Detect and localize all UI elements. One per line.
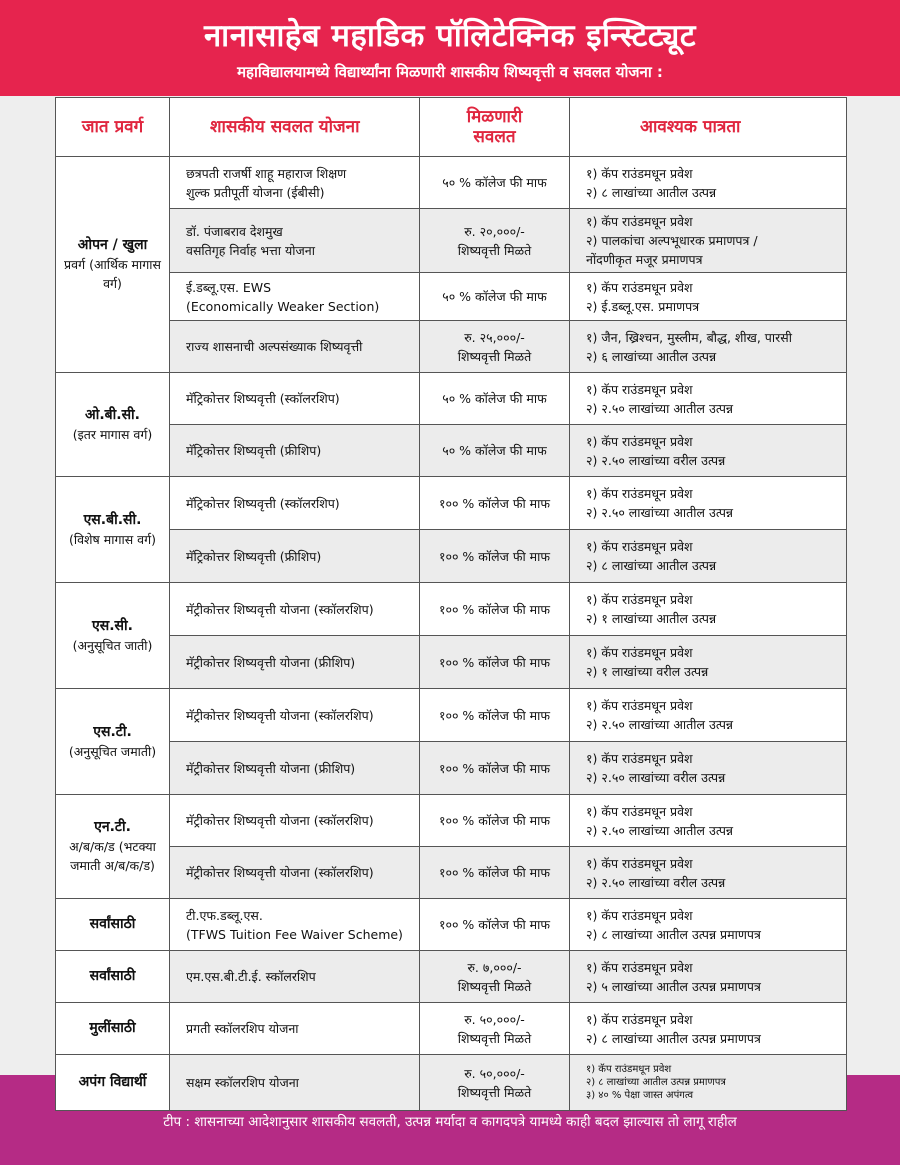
- category-cell: [56, 899, 170, 951]
- eligibility-cell-line: २) २.५० लाखांच्या वरील उत्पन्न: [586, 452, 726, 468]
- benefit-cell: [420, 583, 570, 636]
- category-name: सर्वांसाठी: [89, 916, 136, 932]
- benefit-cell-line: १०० % कॉलेज फी माफ: [438, 813, 551, 828]
- eligibility-cell-line: १) कॅप राउंडमधून प्रवेश: [586, 433, 693, 449]
- category-cell: [56, 1055, 170, 1111]
- eligibility-cell: [570, 157, 847, 209]
- eligibility-cell-line: १) कॅप राउंडमधून प्रवेश: [586, 751, 693, 766]
- benefit-cell: [420, 899, 570, 951]
- category-subtitle: (अनुसूचित जाती): [72, 637, 153, 653]
- category-subtitle: (विशेष मागास वर्ग): [68, 531, 157, 547]
- benefit-cell-line: १०० % कॉलेज फी माफ: [438, 548, 551, 564]
- table-row: [56, 1003, 847, 1055]
- eligibility-cell-line: १) कॅप राउंडमधून प्रवेश: [586, 165, 693, 181]
- scheme-cell-line: मॅट्रीकोत्तर शिष्यवृत्ती योजना (फ्रीशिप): [186, 654, 356, 670]
- page-subtitle: महाविद्यालयामध्ये विद्यार्थ्यांना मिळणारी शासकीय शिष्यवृत्ती व सवलत योजना :: [237, 63, 663, 81]
- table-row: [56, 899, 847, 951]
- scheme-cell: [170, 951, 420, 1003]
- scheme-cell-line: डॉ. पंजाबराव देशमुख: [186, 223, 283, 239]
- category-subtitle: अ/ब/क/ड (भटक्या जमाती अ/ब/क/ड): [69, 839, 156, 873]
- benefit-cell-line: १०० % कॉलेज फी माफ: [438, 495, 551, 511]
- benefit-cell-line: १०० % कॉलेज फी माफ: [438, 865, 551, 880]
- table-row: [56, 273, 847, 321]
- eligibility-cell-line: ३) ४० % पेक्षा जास्त अपंगत्व: [586, 1090, 694, 1101]
- table-row: [56, 742, 847, 795]
- table-row: [56, 425, 847, 477]
- category-subtitle: (अनुसूचित जमाती): [68, 743, 157, 759]
- eligibility-cell: [570, 583, 847, 636]
- eligibility-cell: [570, 795, 847, 847]
- eligibility-cell-line: २) १ लाखांच्या वरील उत्पन्न: [586, 664, 709, 679]
- benefit-cell-line: शिष्यवृत्ती मिळते: [457, 978, 532, 994]
- eligibility-cell-line: २) ८ लाखांच्या आतील उत्पन्न: [586, 558, 717, 573]
- eligibility-cell-line: १) कॅप राउंडमधून प्रवेश: [586, 381, 693, 397]
- eligibility-cell-line: १) कॅप राउंडमधून प्रवेश: [586, 592, 693, 607]
- benefit-cell: [420, 157, 570, 209]
- table-row: [56, 583, 847, 636]
- eligibility-cell-line: २) १ लाखांच्या आतील उत्पन्न: [586, 611, 717, 626]
- category-name: एस.बी.सी.: [83, 511, 142, 528]
- category-name: एस.सी.: [92, 617, 133, 634]
- eligibility-cell-line: २) ८ लाखांच्या आतील उत्पन्न: [586, 184, 717, 200]
- scheme-cell-line: शुल्क प्रतीपूर्ती योजना (ईबीसी): [186, 184, 325, 200]
- scheme-cell-line: टी.एफ.डब्लू.एस.: [186, 907, 263, 923]
- scheme-cell-line: मॅट्रिकोत्तर शिष्यवृत्ती (स्कॉलरशिप): [186, 495, 340, 511]
- eligibility-cell-line: १) कॅप राउंडमधून प्रवेश: [586, 803, 693, 819]
- scheme-cell-line: मॅट्रीकोत्तर शिष्यवृत्ती योजना (फ्रीशिप): [186, 760, 356, 776]
- benefit-cell-line: रु. ५०,०००/-: [464, 1011, 525, 1027]
- eligibility-cell-line: १) कॅप राउंडमधून प्रवेश: [586, 1064, 672, 1075]
- scheme-cell-line: राज्य शासनाची अल्पसंख्याक शिष्यवृत्ती: [186, 339, 363, 354]
- table-row: [56, 951, 847, 1003]
- eligibility-cell: [570, 530, 847, 583]
- scheme-cell: [170, 847, 420, 899]
- category-name: ओपन / खुला: [77, 237, 148, 253]
- scheme-cell-line: मॅट्रीकोत्तर शिष्यवृत्ती योजना (स्कॉलरशिप): [186, 707, 374, 723]
- table-row: [56, 795, 847, 847]
- benefit-cell: [420, 1055, 570, 1111]
- eligibility-cell-line: १) जैन, ख्रिश्चन, मुस्लीम, बौद्ध, शीख, पारसी: [586, 329, 792, 345]
- eligibility-cell-line: २) २.५० लाखांच्या वरील उत्पन्न: [586, 770, 726, 785]
- category-name: ओ.बी.सी.: [85, 406, 140, 423]
- benefit-cell-line: शिष्यवृत्ती मिळते: [457, 1030, 532, 1046]
- eligibility-cell: [570, 209, 847, 273]
- benefit-cell: [420, 373, 570, 425]
- scheme-cell-line: प्रगती स्कॉलरशिप योजना: [186, 1021, 299, 1036]
- benefit-cell: [420, 209, 570, 273]
- benefit-cell-line: ५० % कॉलेज फी माफ: [442, 443, 547, 458]
- eligibility-cell-line: २) २.५० लाखांच्या आतील उत्पन्न: [586, 822, 734, 838]
- benefit-cell-line: १०० % कॉलेज फी माफ: [438, 707, 551, 723]
- scheme-cell: [170, 636, 420, 689]
- eligibility-cell-line: १) कॅप राउंडमधून प्रवेश: [586, 214, 693, 229]
- benefit-cell-line: ५० % कॉलेज फी माफ: [442, 391, 547, 406]
- eligibility-cell-line: १) कॅप राउंडमधून प्रवेश: [586, 486, 693, 501]
- scheme-cell: [170, 899, 420, 951]
- benefit-cell-line: शिष्यवृत्ती मिळते: [457, 1084, 532, 1100]
- table-row: [56, 847, 847, 899]
- eligibility-cell-line: २) ५ लाखांच्या आतील उत्पन्न प्रमाणपत्र: [586, 978, 761, 994]
- scheme-cell-line: मॅट्रिकोत्तर शिष्यवृत्ती (स्कॉलरशिप): [186, 391, 340, 406]
- category-cell: [56, 157, 170, 373]
- scholarship-table: [55, 97, 847, 1111]
- eligibility-cell-line: २) ई.डब्लू.एस. प्रमाणपत्र: [586, 298, 700, 314]
- category-name: एन.टी.: [94, 819, 131, 835]
- category-name: अपंग विद्यार्थी: [78, 1074, 147, 1090]
- scheme-cell: [170, 530, 420, 583]
- eligibility-cell-line: १) कॅप राउंडमधून प्रवेश: [586, 1011, 693, 1027]
- scheme-cell: [170, 1003, 420, 1055]
- benefit-cell: [420, 1003, 570, 1055]
- table-row: [56, 636, 847, 689]
- eligibility-cell-line: २) पालकांचा अल्पभूधारक प्रमाणपत्र /: [586, 233, 758, 248]
- eligibility-cell: [570, 1055, 847, 1111]
- category-cell: [56, 951, 170, 1003]
- scheme-cell: [170, 1055, 420, 1111]
- eligibility-cell: [570, 273, 847, 321]
- scheme-cell-line: (TFWS Tuition Fee Waiver Scheme): [186, 926, 403, 942]
- table-row: [56, 373, 847, 425]
- benefit-cell-line: १०० % कॉलेज फी माफ: [438, 917, 551, 932]
- eligibility-cell: [570, 1003, 847, 1055]
- scheme-cell: [170, 583, 420, 636]
- scheme-cell-line: मॅट्रिकोत्तर शिष्यवृत्ती (फ्रीशिप): [186, 548, 322, 564]
- scheme-cell: [170, 321, 420, 373]
- table-row: [56, 689, 847, 742]
- benefit-cell: [420, 477, 570, 530]
- scheme-cell: [170, 477, 420, 530]
- scheme-cell-line: एम.एस.बी.टी.ई. स्कॉलरशिप: [186, 969, 316, 984]
- scheme-cell-line: ई.डब्लू.एस. EWS: [186, 279, 272, 295]
- benefit-cell-line: ५० % कॉलेज फी माफ: [442, 289, 547, 304]
- eligibility-cell-line: १) कॅप राउंडमधून प्रवेश: [586, 959, 693, 975]
- header-benefit-line1: मिळणारी: [466, 107, 523, 127]
- table-row: [56, 1055, 847, 1111]
- category-subtitle: (इतर मागास वर्ग): [72, 426, 153, 442]
- benefit-cell-line: १०० % कॉलेज फी माफ: [438, 760, 551, 776]
- eligibility-cell-line: १) कॅप राउंडमधून प्रवेश: [586, 279, 693, 295]
- category-cell: [56, 689, 170, 795]
- table-header-row: [56, 98, 847, 157]
- category-name: मुलींसाठी: [89, 1020, 136, 1036]
- header-scheme: शासकीय सवलत योजना: [170, 98, 420, 157]
- eligibility-cell-line: २) २.५० लाखांच्या आतील उत्पन्न: [586, 717, 734, 732]
- scheme-cell: [170, 209, 420, 273]
- benefit-cell: [420, 951, 570, 1003]
- category-cell: [56, 795, 170, 899]
- scheme-cell-line: सक्षम स्कॉलरशिप योजना: [186, 1075, 299, 1090]
- benefit-cell: [420, 530, 570, 583]
- scheme-cell-line: मॅट्रीकोत्तर शिष्यवृत्ती योजना (स्कॉलरशिप): [186, 601, 374, 617]
- table-row: [56, 321, 847, 373]
- eligibility-cell-line: २) २.५० लाखांच्या आतील उत्पन्न: [586, 400, 734, 416]
- eligibility-cell: [570, 425, 847, 477]
- benefit-cell-line: रु. ७,०००/-: [467, 959, 522, 975]
- category-name: सर्वांसाठी: [89, 968, 136, 984]
- eligibility-cell: [570, 373, 847, 425]
- eligibility-cell-line: १) कॅप राउंडमधून प्रवेश: [586, 855, 693, 871]
- benefit-cell-line: १०० % कॉलेज फी माफ: [438, 601, 551, 617]
- benefit-cell: [420, 321, 570, 373]
- eligibility-cell-line: २) ८ लाखांच्या आतील उत्पन्न प्रमाणपत्र: [586, 1030, 761, 1046]
- scheme-cell-line: मॅट्रीकोत्तर शिष्यवृत्ती योजना (स्कॉलरशिप): [186, 813, 374, 828]
- category-subtitle: प्रवर्ग (आर्थिक मागास वर्ग): [64, 257, 161, 291]
- scheme-cell: [170, 373, 420, 425]
- eligibility-cell: [570, 899, 847, 951]
- eligibility-cell-line: २) ८ लाखांच्या आतील उत्पन्न प्रमाणपत्र: [586, 926, 761, 942]
- table-row: [56, 530, 847, 583]
- scheme-cell-line: मॅट्रीकोत्तर शिष्यवृत्ती योजना (स्कॉलरशिप): [186, 865, 374, 880]
- eligibility-cell: [570, 847, 847, 899]
- eligibility-cell-line: नोंदणीकृत मजूर प्रमाणपत्र: [586, 252, 703, 267]
- benefit-cell-line: १०० % कॉलेज फी माफ: [438, 654, 551, 670]
- scheme-cell: [170, 425, 420, 477]
- header-benefit: [420, 98, 570, 157]
- eligibility-cell-line: १) कॅप राउंडमधून प्रवेश: [586, 698, 693, 713]
- category-cell: [56, 1003, 170, 1055]
- table-body: [56, 157, 847, 1111]
- eligibility-cell-line: १) कॅप राउंडमधून प्रवेश: [586, 539, 693, 554]
- scheme-cell-line: मॅट्रिकोत्तर शिष्यवृत्ती (फ्रीशिप): [186, 443, 322, 458]
- page-title: नानासाहेब महाडिक पॉलिटेक्निक इन्स्टिट्यूट: [203, 18, 697, 54]
- table-row: [56, 209, 847, 273]
- header-eligibility: आवश्यक पात्रता: [570, 98, 847, 157]
- benefit-cell: [420, 742, 570, 795]
- eligibility-cell: [570, 951, 847, 1003]
- benefit-cell-line: शिष्यवृत्ती मिळते: [457, 348, 532, 364]
- eligibility-cell: [570, 742, 847, 795]
- header-benefit-line2: सवलत: [473, 127, 516, 147]
- table-row: [56, 157, 847, 209]
- eligibility-cell-line: १) कॅप राउंडमधून प्रवेश: [586, 907, 693, 923]
- scheme-cell: [170, 689, 420, 742]
- scheme-cell: [170, 157, 420, 209]
- benefit-cell: [420, 795, 570, 847]
- scheme-cell-line: वसतिगृह निर्वाह भत्ता योजना: [186, 242, 315, 258]
- scheme-cell: [170, 742, 420, 795]
- benefit-cell: [420, 273, 570, 321]
- eligibility-cell-line: २) २.५० लाखांच्या वरील उत्पन्न: [586, 874, 726, 890]
- eligibility-cell: [570, 636, 847, 689]
- benefit-cell: [420, 636, 570, 689]
- benefit-cell-line: रु. ५०,०००/-: [464, 1065, 525, 1081]
- benefit-cell: [420, 847, 570, 899]
- table-row: [56, 477, 847, 530]
- category-name: एस.टी.: [93, 723, 132, 740]
- eligibility-cell-line: २) ६ लाखांच्या आतील उत्पन्न: [586, 348, 717, 364]
- scheme-cell: [170, 795, 420, 847]
- category-cell: [56, 583, 170, 689]
- benefit-cell-line: शिष्यवृत्ती मिळते: [457, 242, 532, 258]
- category-cell: [56, 477, 170, 583]
- header-category: जात प्रवर्ग: [56, 98, 170, 157]
- scheme-cell: [170, 273, 420, 321]
- footer-note: टीप : शासनाच्या आदेशानुसार शासकीय सवलती, उत्पन्न मर्यादा व कागदपत्रे यामध्ये काही बदल झाल्यास तो लागू राहील: [163, 1114, 737, 1130]
- eligibility-cell: [570, 477, 847, 530]
- category-cell: [56, 373, 170, 477]
- benefit-cell: [420, 689, 570, 742]
- benefit-cell: [420, 425, 570, 477]
- eligibility-cell-line: २) ८ लाखांच्या आतील उत्पन्न प्रमाणपत्र: [586, 1077, 726, 1088]
- benefit-cell-line: रु. २५,०००/-: [464, 329, 525, 345]
- eligibility-cell: [570, 689, 847, 742]
- scheme-cell-line: (Economically Weaker Section): [186, 298, 380, 314]
- eligibility-cell-line: १) कॅप राउंडमधून प्रवेश: [586, 645, 693, 660]
- eligibility-cell-line: २) २.५० लाखांच्या आतील उत्पन्न: [586, 505, 734, 520]
- scheme-cell-line: छत्रपती राजर्षी शाहू महाराज शिक्षण: [186, 165, 347, 181]
- benefit-cell-line: रु. २०,०००/-: [464, 223, 525, 239]
- eligibility-cell: [570, 321, 847, 373]
- benefit-cell-line: ५० % कॉलेज फी माफ: [442, 175, 547, 190]
